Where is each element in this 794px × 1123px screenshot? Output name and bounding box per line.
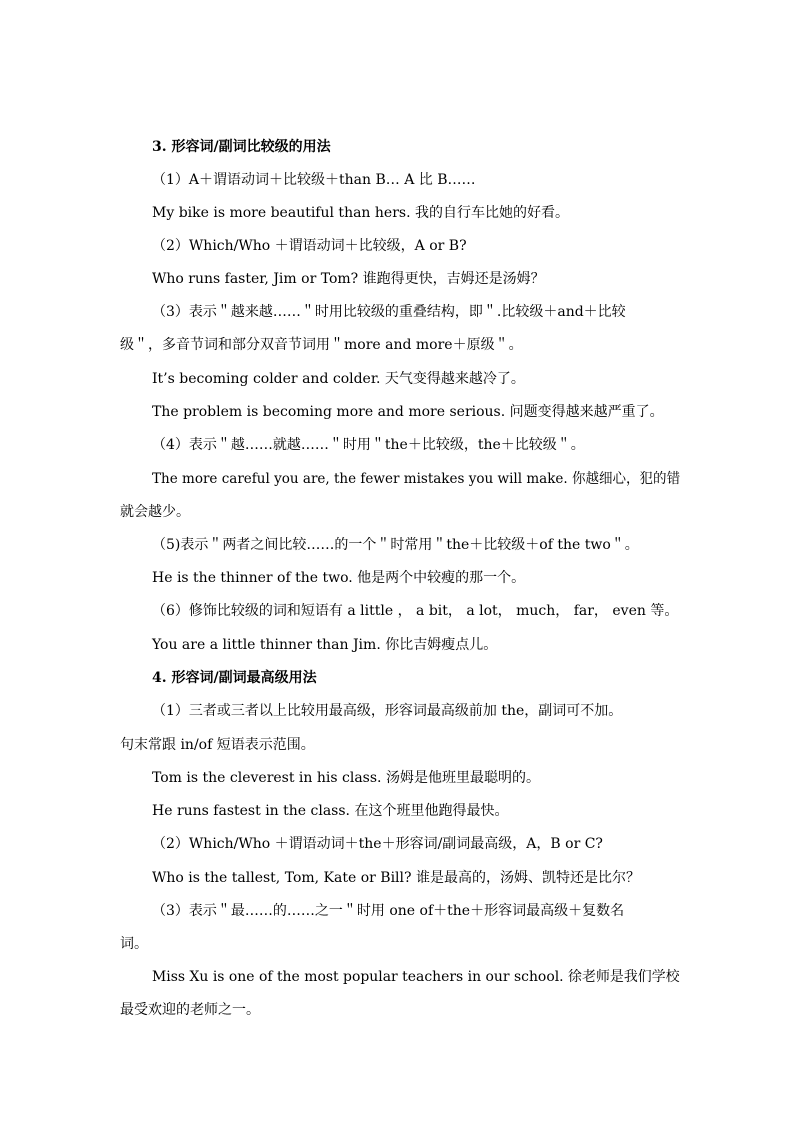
section-3-line: 级＂，多音节词和部分双音节词用＂more and more＋原级＂。 — [120, 337, 523, 353]
section-4-line: 最受欢迎的老师之一。 — [120, 1002, 260, 1018]
section-4-line: Tom is the cleverest in his class. 汤姆是他班里最聪明的。 — [152, 770, 540, 786]
section-3-heading: 3. 形容词/副词比较级的用法 — [152, 139, 331, 155]
section-3-line: Who runs faster, Jim or Tom? 谁跑得更快，吉姆还是汤姆？ — [152, 271, 545, 287]
section-4-line: （1）三者或三者以上比较用最高级，形容词最高级前加 the，副词可不加。 — [152, 703, 623, 719]
section-3-line: The more careful you are, the fewer mistakes you will make. 你越细心，犯的错 — [152, 471, 681, 487]
section-4-line: （2）Which/Who ＋谓语动词＋the＋形容词/副词最高级，A，B or C? — [152, 836, 603, 852]
section-4-heading: 4. 形容词/副词最高级用法 — [152, 670, 317, 686]
section-4-line: Miss Xu is one of the most popular teachers in our school. 徐老师是我们学校 — [152, 969, 680, 985]
section-3-line: （5)表示＂两者之间比较……的一个＂时常用＂the＋比较级＋of the two＂。 — [152, 537, 639, 553]
section-4-line: 词。 — [120, 936, 148, 952]
section-4-line: He runs fastest in the class. 在这个班里他跑得最快。 — [152, 803, 509, 819]
section-4-line: 句末常跟 in/of 短语表示范围。 — [120, 737, 315, 753]
section-3-line: （4）表示＂越……就越……＂时用＂the＋比较级，the＋比较级＂。 — [152, 437, 585, 453]
section-3-line: You are a little thinner than Jim. 你比吉姆瘦点儿。 — [152, 637, 498, 653]
section-3-line: （6）修饰比较级的词和短语有 a little ， a bit， a lot， much， far， even 等。 — [152, 603, 679, 619]
section-3-line: The problem is becoming more and more serious. 问题变得越来越严重了。 — [152, 404, 664, 420]
section-3-line: 就会越少。 — [120, 504, 190, 520]
section-3-line: It’s becoming colder and colder. 天气变得越来越冷了。 — [152, 371, 525, 387]
section-3-line: My bike is more beautiful than hers. 我的自行车比她的好看。 — [152, 205, 569, 221]
section-3-line: （3）表示＂越来越……＂时用比较级的重叠结构，即＂.比较级＋and＋比较 — [152, 304, 626, 320]
section-4-line: （3）表示＂最……的……之一＂时用 one of＋the＋形容词最高级＋复数名 — [152, 903, 625, 919]
section-4-line: Who is the tallest, Tom, Kate or Bill? 谁是最高的，汤姆、凯特还是比尔？ — [152, 870, 640, 886]
section-3-line: He is the thinner of the two. 他是两个中较瘦的那一个。 — [152, 570, 526, 586]
section-3-line: （2）Which/Who ＋谓语动词＋比较级，A or B? — [152, 238, 467, 254]
section-3-line: （1）A＋谓语动词＋比较级＋than B… A 比 B…… — [152, 172, 476, 188]
